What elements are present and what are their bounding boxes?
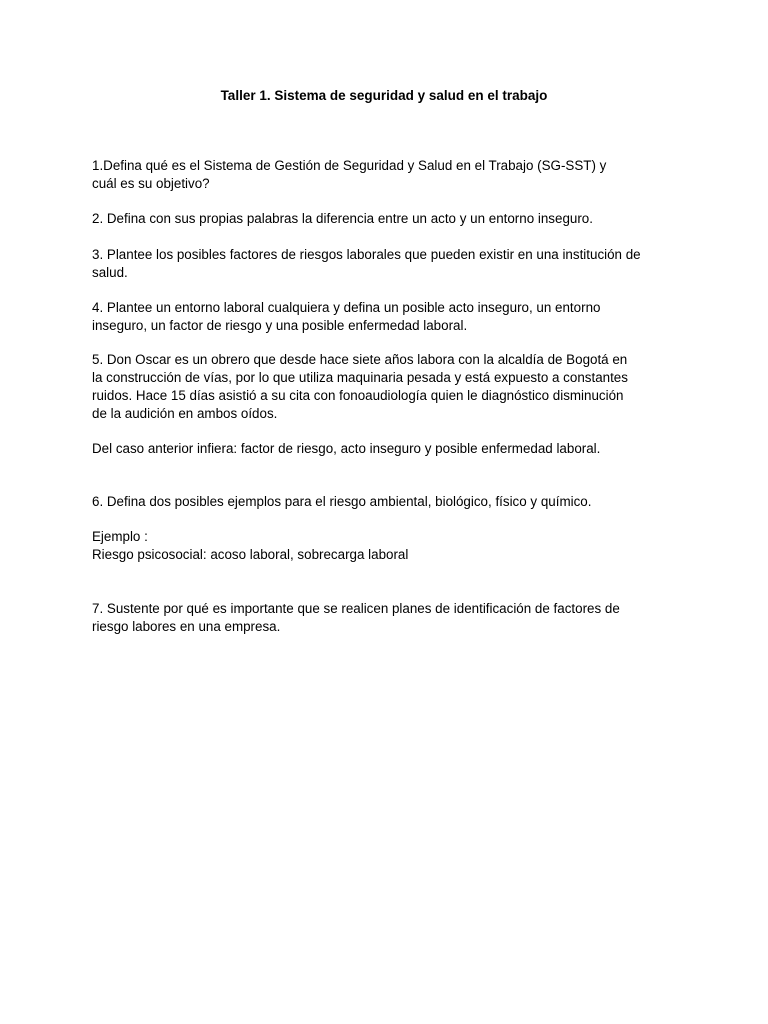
question-5-instruction: Del caso anterior infiera: factor de riesgo, acto inseguro y posible enfermedad laboral. — [92, 441, 601, 456]
question-5: 5. Don Oscar es un obrero que desde hace siete años labora con la alcaldía de Bogotá en la construcción de vías, por lo que utiliza maquinaria pesada y está expuesto a constantes ruidos. Hace 15 días asistió a su cita con fonoaudiología quien le diagnóstico disminución de la audición en ambos oídos. — [92, 352, 628, 421]
question-2: 2. Defina con sus propias palabras la diferencia entre un acto y un entorno inseguro. — [92, 211, 593, 226]
question-4: 4. Plantee un entorno laboral cualquiera y defina un posible acto inseguro, un entorno inseguro, un factor de riesgo y una posible enfermedad laboral. — [92, 300, 601, 333]
example-block: Ejemplo : Riesgo psicosocial: acoso laboral, sobrecarga laboral — [92, 529, 409, 562]
question-3: 3. Plantee los posibles factores de riesgos laborales que pueden existir en una institución de salud. — [92, 247, 641, 280]
question-1: 1.Defina qué es el Sistema de Gestión de Seguridad y Salud en el Trabajo (SG-SST) y cuál es su objetivo? — [92, 158, 607, 191]
question-6: 6. Defina dos posibles ejemplos para el riesgo ambiental, biológico, físico y químico. — [92, 494, 592, 509]
document-title: Taller 1. Sistema de seguridad y salud en el trabajo — [220, 88, 548, 103]
question-7: 7. Sustente por qué es importante que se realicen planes de identificación de factores de riesgo labores en una empresa. — [92, 601, 620, 634]
